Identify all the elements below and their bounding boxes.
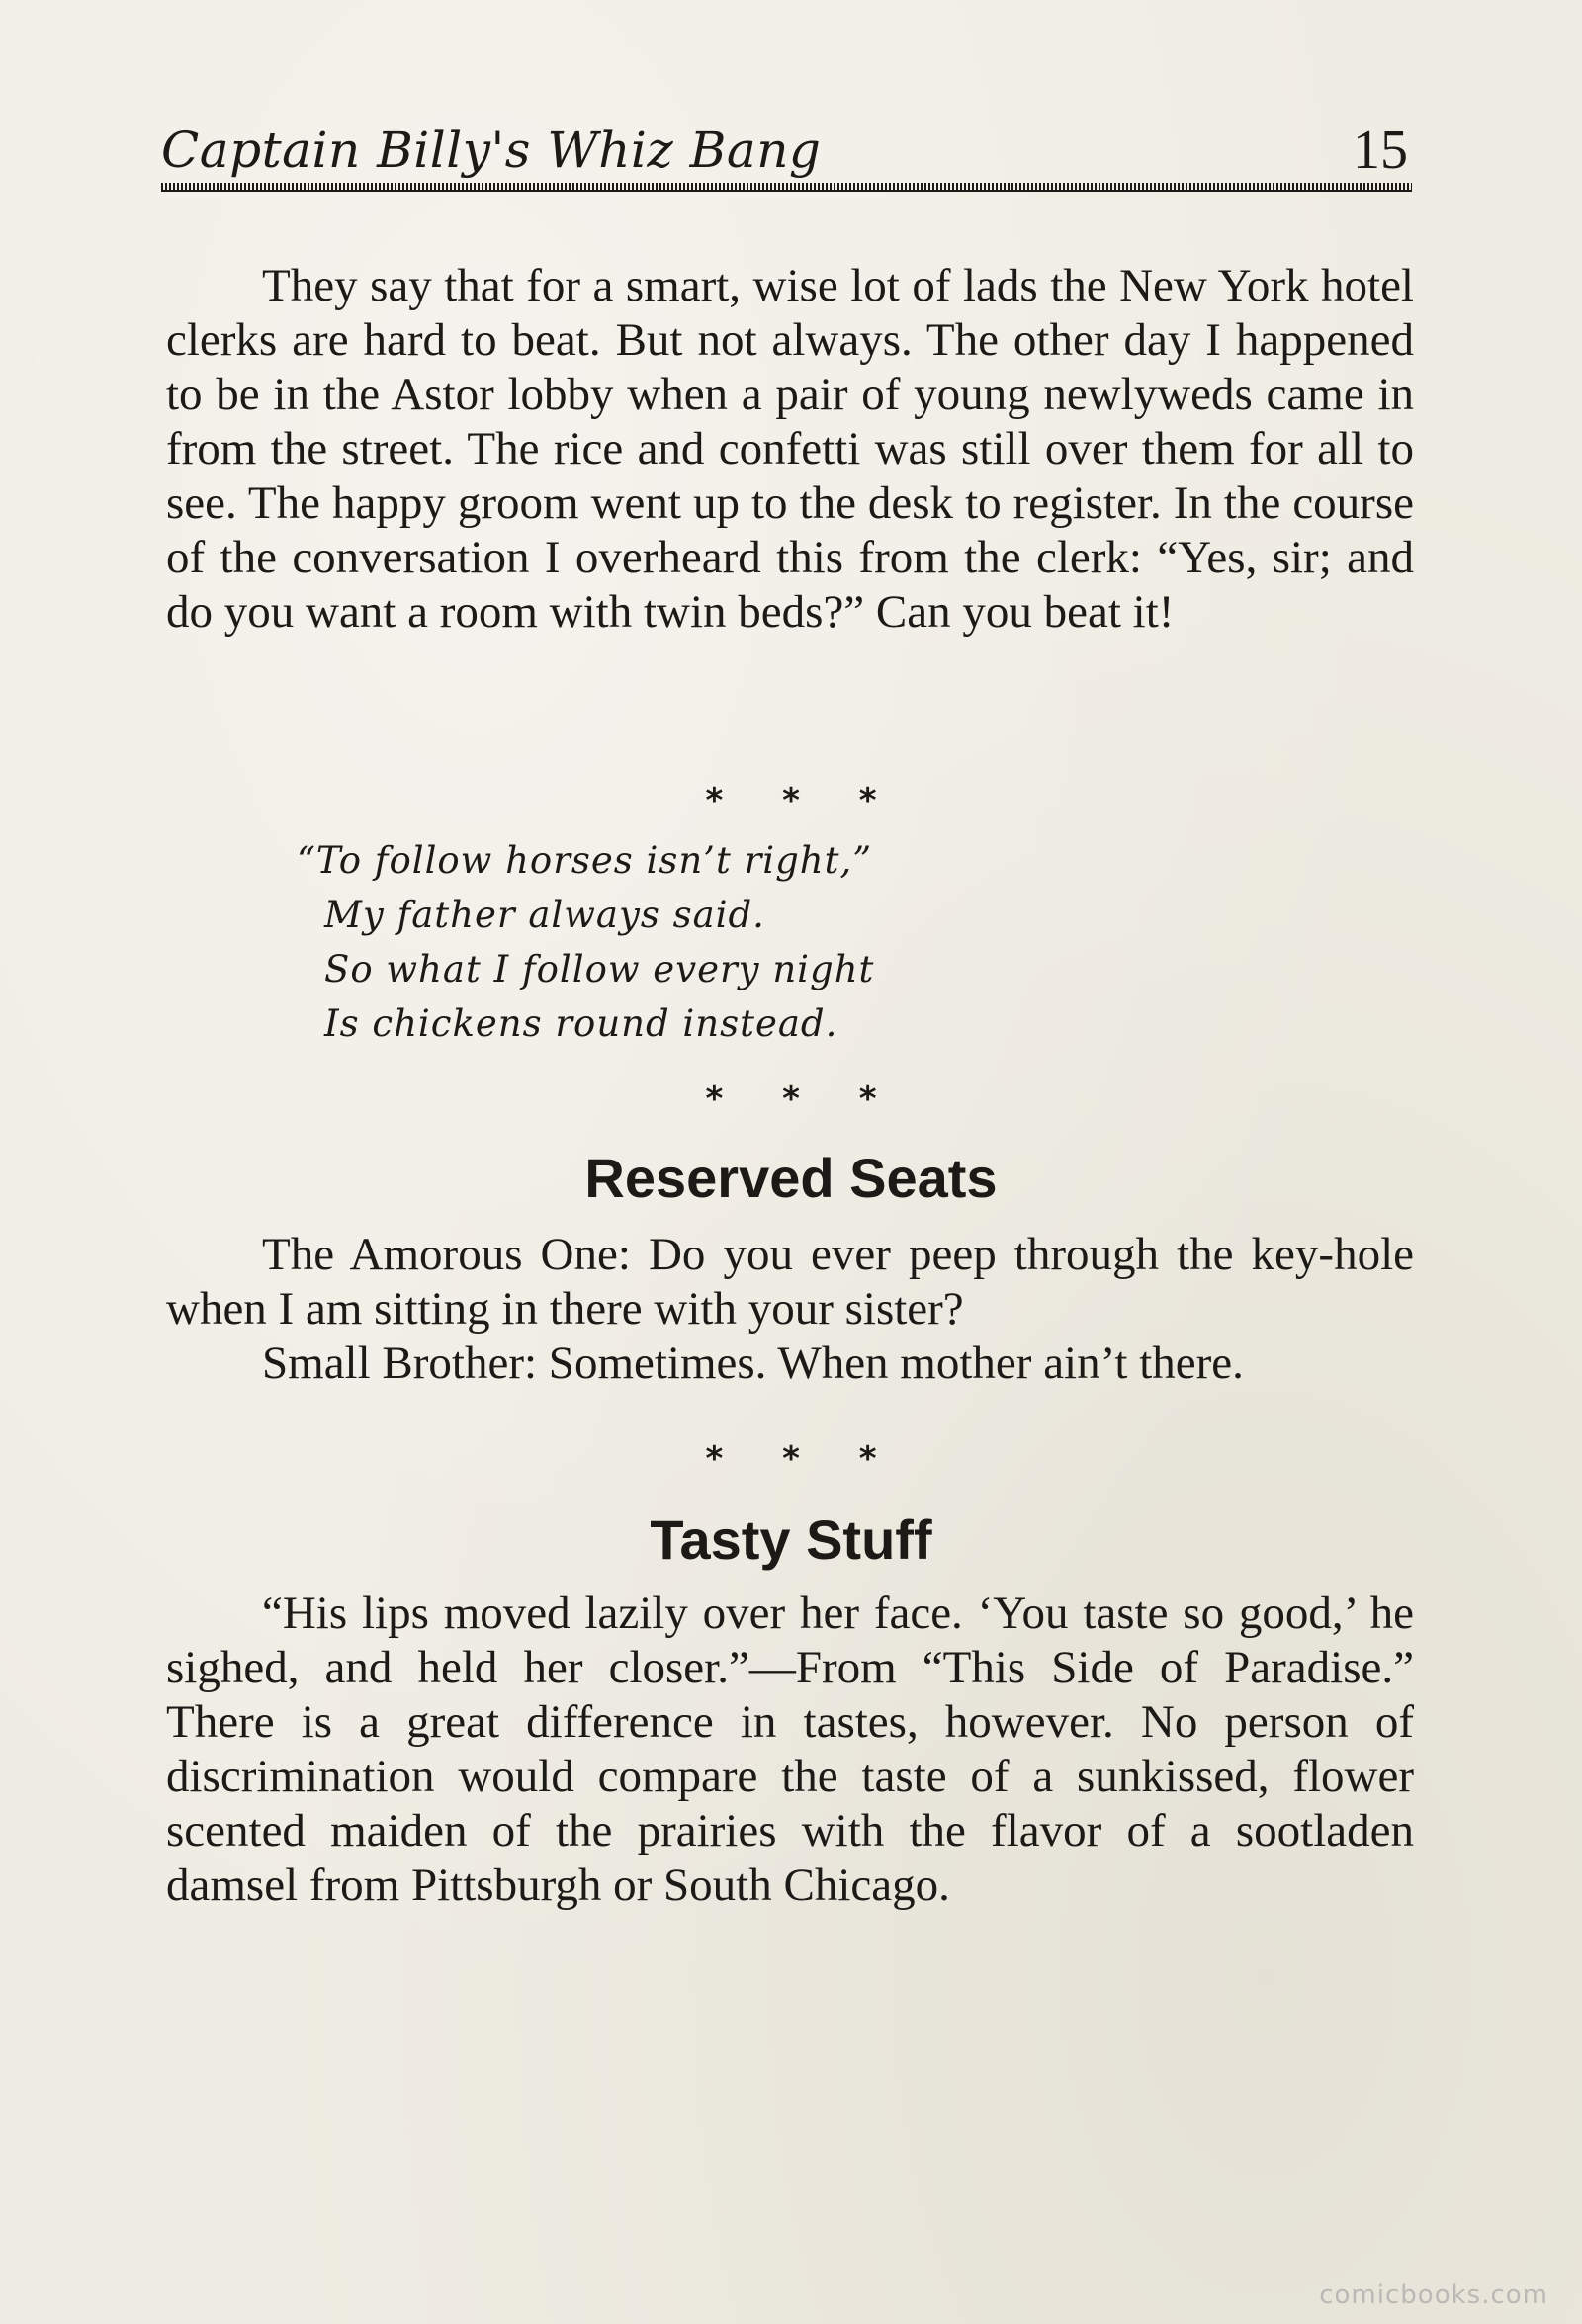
dialogue-text: The Amorous One: Do you ever peep through the key-hole when I am sitting in there with your sister? xyxy=(166,1229,1414,1334)
article-hotel-clerk-text: They say that for a smart, wise lot of lads the New York hotel clerks are hard to beat. But not always. The other day I happened to be in the Astor lobby when a pair of young newlyweds came in from the street. The rice and confetti was still over them for all to see. The happy groom went up to the desk to register. In the course of the conversation I overheard this from the clerk: “Yes, sir; and do you want a room with twin beds?” Can you beat it! xyxy=(166,260,1414,638)
watermark: comicbooks.com xyxy=(1319,2281,1548,2310)
magazine-title: Captain Billy's Whiz Bang xyxy=(161,122,822,179)
poem xyxy=(297,833,1088,1051)
poem-line: My father always said. xyxy=(324,894,765,936)
page-header xyxy=(161,121,1412,192)
article-hotel-clerk xyxy=(166,259,1414,640)
header-rule xyxy=(161,183,1412,192)
separator-stars: * * * xyxy=(705,1079,877,1119)
dialogue-line-brother xyxy=(166,1336,1414,1391)
dialogue-line-amorous xyxy=(166,1228,1414,1336)
article-tasty-stuff xyxy=(166,1587,1414,1913)
heading-tasty-stuff: Tasty Stuff xyxy=(650,1508,932,1571)
poem-line: So what I follow every night xyxy=(324,948,875,990)
separator-stars: * * * xyxy=(705,781,877,820)
heading-reserved-seats: Reserved Seats xyxy=(584,1147,998,1209)
dialogue-text: Small Brother: Sometimes. When mother ain’t there. xyxy=(262,1337,1244,1389)
separator-stars: * * * xyxy=(705,1439,877,1479)
article-tasty-stuff-text: “His lips moved lazily over her face. ‘You taste so good,’ he sighed, and held her closer.”—From “This Side of Paradise.” There is a great difference in tastes, however. No person of discrimination would compare the taste of a sunkissed, flower scented maiden of the prairies with the flavor of a sootladen damsel from Pittsburgh or South Chicago. xyxy=(166,1588,1414,1911)
poem-line: Is chickens round instead. xyxy=(324,1002,838,1045)
poem-line: “To follow horses isn’t right,” xyxy=(297,839,873,882)
page-number: 15 xyxy=(1353,120,1408,181)
